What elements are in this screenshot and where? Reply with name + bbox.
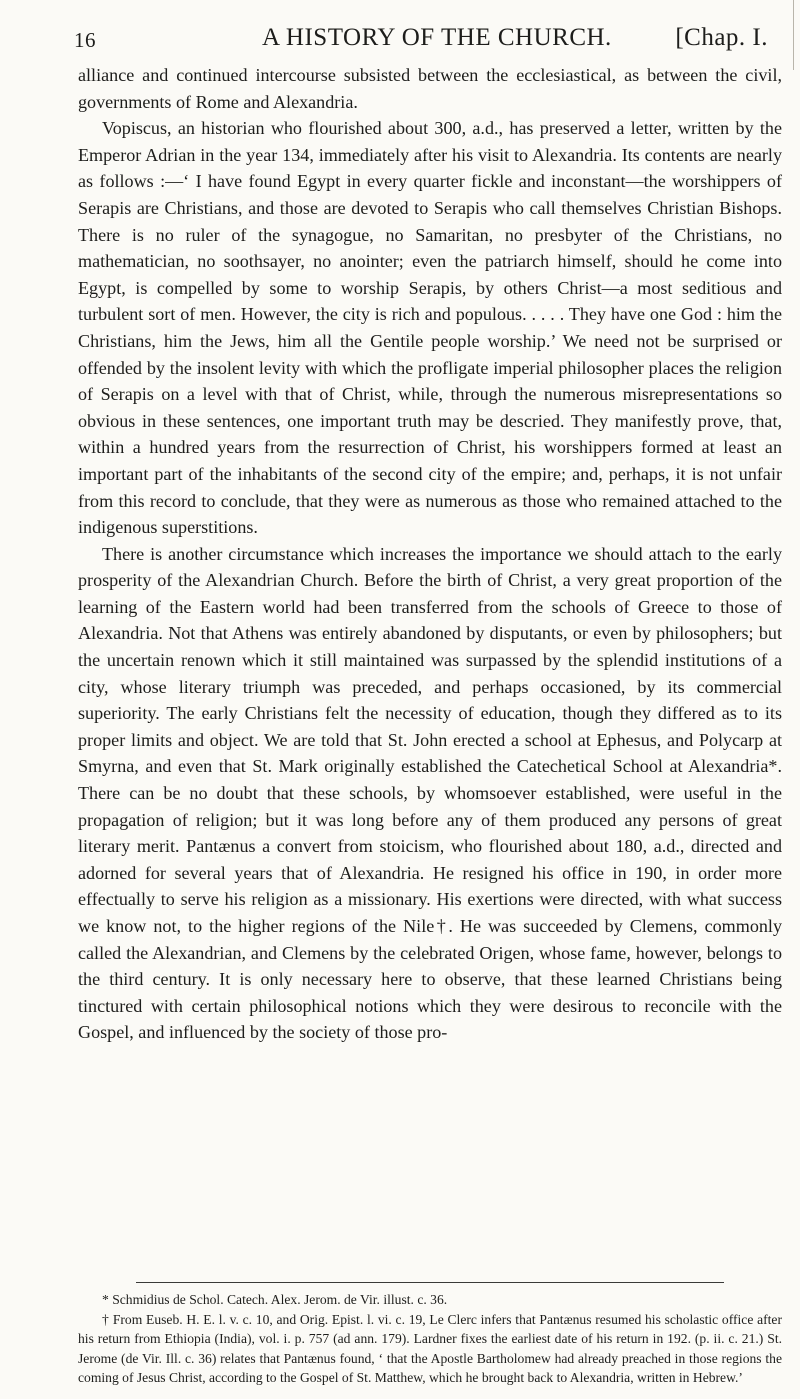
- footnotes: [78, 1290, 782, 1388]
- footnote-2: † From Euseb. H. E. l. v. c. 10, and Orig. Epist. l. vi. c. 19, Le Clerc infers that Pantænus resumed his scholastic office after his return from Ethiopia (India), vol. i. p. 757 (ad ann. 179). Lardner fixes the earliest date of his return in 192. (p. ii. c. 21.) St. Jerome (de Vir. Ill. c. 36) relates that Pantænus found, ‘ that the Apostle Bartholomew had already preached in those regions the coming of Jesus Christ, according to the Gospel of St. Matthew, which he brought back to Alexandria, written in Hebrew.’: [78, 1311, 782, 1386]
- running-header: [74, 22, 770, 58]
- page-number: 16: [74, 28, 96, 52]
- running-title: A HISTORY OF THE CHURCH.: [262, 24, 612, 51]
- chapter-label: [Chap. I.: [675, 24, 768, 51]
- main-text: [78, 62, 782, 1046]
- page-edge-rule: [793, 0, 794, 70]
- paragraph-3: There is another circumstance which increases the importance we should attach to the early prosperity of the Alexandrian Church. Before the birth of Christ, a very great proportion of the learning of the Eastern world had been transferred from the schools of Greece to those of Alexandria. Not that Athens was entirely abandoned by disputants, or even by philosophers; but the uncertain renown which it still maintained was surpassed by the splendid institutions of a city, whose literary triumph was preceded, and perhaps occasioned, by its commercial superiority. The early Christians felt the necessity of education, though they differed as to its proper limits and object. We are told that St. John erected a school at Ephesus, and Polycarp at Smyrna, and even that St. Mark originally established the Catechetical School at Alexandria*. There can be no doubt that these schools, by whomsoever established, were useful in the propagation of religion; but it was long before any of them produced any persons of great literary merit. Pantænus a convert from stoicism, who flourished about 180, a.d., directed and adorned for several years that of Alexandria. He resigned his office in 190, in order more effectually to serve his religion as a missionary. His exertions were directed, with what success we know not, to the higher regions of the Nile†. He was succeeded by Clemens, commonly called the Alexandrian, and Clemens by the celebrated Origen, whose fame, however, belongs to the third century. It is only necessary here to observe, that these learned Christians being tinctured with certain philosophical notions which they were desirous to reconcile with the Gospel, and influenced by the society of those pro-: [78, 543, 782, 1043]
- paragraph-1: alliance and continued intercourse subsisted between the ecclesiastical, as between the civil, governments of Rome and Alexandria.: [78, 65, 782, 112]
- footnote-divider: [136, 1282, 724, 1283]
- footnote-1: * Schmidius de Schol. Catech. Alex. Jerom. de Vir. illust. c. 36.: [102, 1292, 448, 1307]
- paragraph-2: Vopiscus, an historian who flourished about 300, a.d., has preserved a letter, written by the Emperor Adrian in the year 134, immediately after his visit to Alexandria. Its contents are nearly as follows :—‘ I have found Egypt in every quarter fickle and inconstant—the worshippers of Serapis are Christians, and those are devoted to Serapis who call themselves Christian Bishops. There is no ruler of the synagogue, no Samaritan, no presbyter of the Christians, no mathematician, no soothsayer, no anointer; even the patriarch himself, should he come into Egypt, is compelled by some to worship Serapis, by others Christ—a most seditious and turbulent sort of men. However, the city is rich and populous. . . . . They have one God : him the Christians, him the Jews, him all the Gentile people worship.’ We need not be surprised or offended by the insolent levity with which the profligate imperial philosopher places the religion of Serapis on a level with that of Christ, while, through the numerous misrepresentations so obvious in these sentences, one important truth may be descried. They manifestly prove, that, within a hundred years from the resurrection of Christ, his worshippers formed at least an important part of the inhabitants of the second city of the empire; and, perhaps, it is not unfair from this record to conclude, that they were as numerous as those who remained attached to the indigenous superstitions.: [78, 118, 782, 538]
